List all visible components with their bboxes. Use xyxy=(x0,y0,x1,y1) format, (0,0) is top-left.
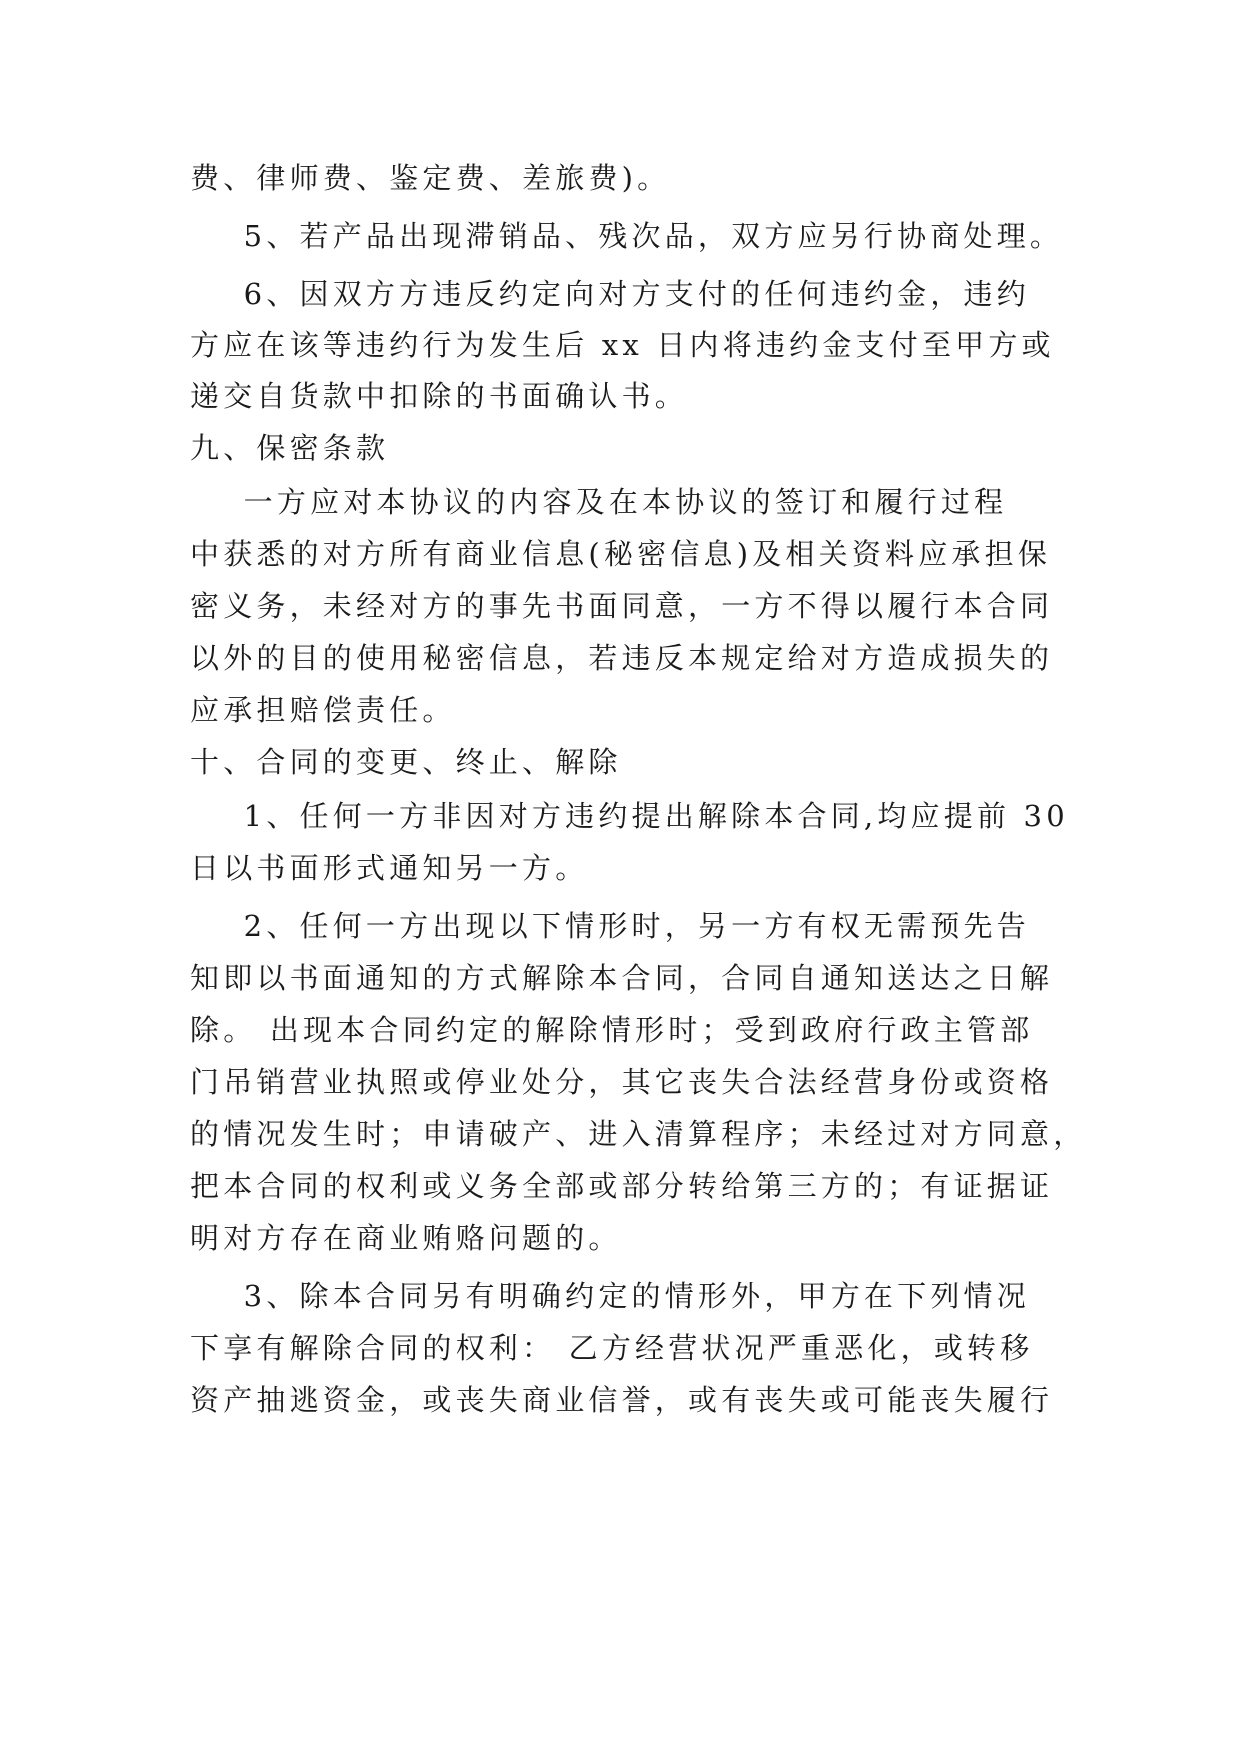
text-line: 3、除本合同另有明确约定的情形外，甲方在下列情况 xyxy=(190,1279,1030,1313)
text-line: 费、律师费、鉴定费、差旅费)。 xyxy=(190,161,671,195)
text-line: 资产抽逃资金，或丧失商业信誉，或有丧失或可能丧失履行 xyxy=(190,1383,1054,1417)
section-heading-confidentiality: 九、保密条款 xyxy=(190,431,390,465)
text-line: 递交自货款中扣除的书面确认书。 xyxy=(190,379,689,413)
text-line: 除。 出现本合同约定的解除情形时；受到政府行政主管部 xyxy=(190,1013,1034,1047)
text-line: 把本合同的权利或义务全部或部分转给第三方的；有证据证 xyxy=(190,1169,1054,1203)
text-line: 5、若产品出现滞销品、残次品，双方应另行协商处理。 xyxy=(190,219,1064,253)
text-line: 中获悉的对方所有商业信息(秘密信息)及相关资料应承担保 xyxy=(190,537,1052,571)
text-line: 的情况发生时；申请破产、进入清算程序；未经过对方同意， xyxy=(190,1117,1087,1151)
text-line: 下享有解除合同的权利： 乙方经营状况严重恶化，或转移 xyxy=(190,1331,1034,1365)
text-line: 1、任何一方非因对方违约提出解除本合同,均应提前 30 xyxy=(190,799,1069,833)
text-line: 应承担赔偿责任。 xyxy=(190,693,456,727)
text-line: 2、任何一方出现以下情形时，另一方有权无需预先告 xyxy=(190,909,1030,943)
text-line: 方应在该等违约行为发生后 xx 日内将违约金支付至甲方或 xyxy=(190,328,1055,362)
section-heading-termination: 十、合同的变更、终止、解除 xyxy=(190,745,622,779)
text-line: 6、因双方方违反约定向对方支付的任何违约金，违约 xyxy=(190,277,1030,311)
text-line: 密义务，未经对方的事先书面同意，一方不得以履行本合同 xyxy=(190,589,1054,623)
text-line: 日以书面形式通知另一方。 xyxy=(190,851,589,885)
text-line: 以外的目的使用秘密信息，若违反本规定给对方造成损失的 xyxy=(190,641,1054,675)
text-line: 知即以书面通知的方式解除本合同，合同自通知送达之日解 xyxy=(190,961,1054,995)
text-line: 一方应对本协议的内容及在本协议的签订和履行过程 xyxy=(190,485,1008,519)
text-line: 明对方存在商业贿赂问题的。 xyxy=(190,1221,622,1255)
text-line: 门吊销营业执照或停业处分，其它丧失合法经营身份或资格 xyxy=(190,1065,1054,1099)
